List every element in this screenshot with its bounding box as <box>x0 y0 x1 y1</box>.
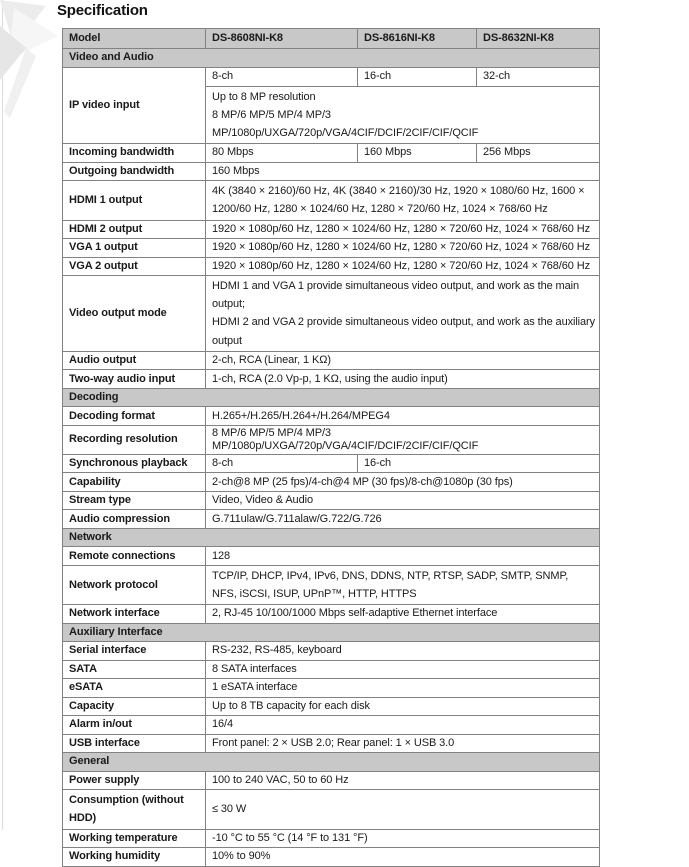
table-row-synchronous-playback <box>63 454 600 473</box>
table-row-incoming-bandwidth <box>63 144 600 163</box>
value-line: HDMI 2 and VGA 2 provide simultaneous video output, and work as the auxiliary output <box>212 316 596 347</box>
table-row-hdmi1-output <box>63 181 600 220</box>
row-label: Two-way audio input <box>63 370 206 389</box>
value-line: Up to 8 MP resolution <box>212 90 316 103</box>
table-row-video-output-mode <box>63 276 600 352</box>
value-cell: 1920 × 1080p/60 Hz, 1280 × 1024/60 Hz, 1280 × 720/60 Hz, 1024 × 768/60 Hz <box>206 220 600 239</box>
table-row-vga2-output <box>63 257 600 276</box>
table-row-alarm-in-out <box>63 716 600 735</box>
section-row-decoding <box>63 388 600 407</box>
section-title: Network <box>63 528 600 547</box>
row-label: Remote connections <box>63 547 206 566</box>
value-cell: 2, RJ-45 10/100/1000 Mbps self-adaptive Ethernet interface <box>206 605 600 624</box>
value-cell: 10% to 90% <box>206 848 600 867</box>
value-cell: Up to 8 TB capacity for each disk <box>206 697 600 716</box>
value-cell: 1-ch, RCA (2.0 Vp-p, 1 KΩ, using the audio input) <box>206 370 600 389</box>
row-label: Incoming bandwidth <box>63 144 206 163</box>
section-row-auxiliary-interface <box>63 623 600 642</box>
page-title: Specification <box>57 2 148 19</box>
value-line: TCP/IP, DHCP, IPv4, IPv6, DNS, DDNS, NTP, RTSP, SADP, SMTP, SNMP, NFS, iSCSI, ISUP, UPnP™, HTTP, HTTPS <box>212 569 569 601</box>
value-line: 8 MP/6 MP/5 MP/4 MP/3 MP/1080p/UXGA/720p/VGA/4CIF/DCIF/2CIF/CIF/QCIF <box>212 108 479 139</box>
header-model-3: DS-8632NI-K8 <box>477 29 600 49</box>
value-cell: 2-ch, RCA (Linear, 1 KΩ) <box>206 351 600 370</box>
table-row-working-humidity <box>63 848 600 867</box>
table-row-hdmi2-output <box>63 220 600 239</box>
table-row-capability <box>63 473 600 492</box>
value-line: HDMI 1 and VGA 1 provide simultaneous video output, and work as the main output; <box>212 280 580 311</box>
table-row-consumption <box>63 790 600 829</box>
row-label: SATA <box>63 660 206 679</box>
row-label: HDMI 1 output <box>63 181 206 220</box>
value-cell <box>206 276 600 352</box>
row-label: Network protocol <box>63 565 206 604</box>
value-cell: ≤ 30 W <box>206 790 600 829</box>
row-label: IP video input <box>63 67 206 144</box>
row-label: Alarm in/out <box>63 716 206 735</box>
section-row-general <box>63 753 600 772</box>
table-row-capacity <box>63 697 600 716</box>
value-cell: H.265+/H.265/H.264+/H.264/MPEG4 <box>206 407 600 426</box>
header-model-2: DS-8616NI-K8 <box>358 29 477 49</box>
table-row-sata <box>63 660 600 679</box>
value-cell: -10 °C to 55 °C (14 °F to 131 °F) <box>206 829 600 848</box>
table-row-network-interface <box>63 605 600 624</box>
row-label: Network interface <box>63 605 206 624</box>
value-cell: 16/4 <box>206 716 600 735</box>
table-row-audio-output <box>63 351 600 370</box>
value-cell: 1 eSATA interface <box>206 679 600 698</box>
row-label: Capacity <box>63 697 206 716</box>
row-label: Video output mode <box>63 276 206 352</box>
row-label-text: Consumption (without HDD) <box>69 794 184 825</box>
table-row-network-protocol <box>63 565 600 604</box>
value-cell: 32-ch <box>477 67 600 86</box>
value-line: 4K (3840 × 2160)/60 Hz, 4K (3840 × 2160)/30 Hz, 1920 × 1080/60 Hz, 1600 × 1200/60 Hz, 1280 × 1024/60 Hz, 1280 × 720/60 Hz, 1024 × 768/60 Hz <box>212 185 585 216</box>
row-label: Decoding format <box>63 407 206 426</box>
specification-table <box>62 28 600 867</box>
value-cell <box>206 86 600 144</box>
section-title: Auxiliary Interface <box>63 623 600 642</box>
value-cell: 128 <box>206 547 600 566</box>
header-model-1: DS-8608NI-K8 <box>206 29 358 49</box>
row-label: Synchronous playback <box>63 454 206 473</box>
section-title: General <box>63 753 600 772</box>
table-header-row <box>63 29 600 49</box>
value-cell: RS-232, RS-485, keyboard <box>206 642 600 661</box>
value-cell: 1920 × 1080p/60 Hz, 1280 × 1024/60 Hz, 1280 × 720/60 Hz, 1024 × 768/60 Hz <box>206 257 600 276</box>
row-label: Stream type <box>63 491 206 510</box>
table-row-power-supply <box>63 771 600 790</box>
table-row-usb-interface <box>63 734 600 753</box>
header-model-label: Model <box>63 29 206 49</box>
table-row-working-temperature <box>63 829 600 848</box>
table-row-esata <box>63 679 600 698</box>
row-label: Power supply <box>63 771 206 790</box>
value-cell: 80 Mbps <box>206 144 358 163</box>
table-row-ip-video-input-channels <box>63 67 600 86</box>
table-row-outgoing-bandwidth <box>63 162 600 181</box>
value-cell: 8 SATA interfaces <box>206 660 600 679</box>
value-cell <box>206 181 600 220</box>
section-title: Video and Audio <box>63 49 600 68</box>
row-label: USB interface <box>63 734 206 753</box>
row-label: Serial interface <box>63 642 206 661</box>
row-label <box>63 790 206 829</box>
value-cell: 160 Mbps <box>206 162 600 181</box>
row-label: Working temperature <box>63 829 206 848</box>
table-row-two-way-audio-input <box>63 370 600 389</box>
section-title: Decoding <box>63 388 600 407</box>
value-cell: 16-ch <box>358 67 477 86</box>
table-row-stream-type <box>63 491 600 510</box>
row-label: HDMI 2 output <box>63 220 206 239</box>
value-cell: 1920 × 1080p/60 Hz, 1280 × 1024/60 Hz, 1280 × 720/60 Hz, 1024 × 768/60 Hz <box>206 239 600 258</box>
row-label: Audio compression <box>63 510 206 529</box>
value-cell: Front panel: 2 × USB 2.0; Rear panel: 1 × USB 3.0 <box>206 734 600 753</box>
value-cell: Video, Video & Audio <box>206 491 600 510</box>
value-cell: G.711ulaw/G.711alaw/G.722/G.726 <box>206 510 600 529</box>
row-label: Recording resolution <box>63 425 206 454</box>
row-label: Audio output <box>63 351 206 370</box>
table-row-vga1-output <box>63 239 600 258</box>
section-row-network <box>63 528 600 547</box>
value-cell: 160 Mbps <box>358 144 477 163</box>
table-row-recording-resolution <box>63 425 600 454</box>
value-cell: 256 Mbps <box>477 144 600 163</box>
row-label: VGA 2 output <box>63 257 206 276</box>
row-label: eSATA <box>63 679 206 698</box>
table-row-audio-compression <box>63 510 600 529</box>
table-row-decoding-format <box>63 407 600 426</box>
value-cell: 100 to 240 VAC, 50 to 60 Hz <box>206 771 600 790</box>
row-label: Capability <box>63 473 206 492</box>
row-label: Outgoing bandwidth <box>63 162 206 181</box>
row-label: Working humidity <box>63 848 206 867</box>
value-cell: 8-ch <box>206 67 358 86</box>
table-row-serial-interface <box>63 642 600 661</box>
value-cell: 8 MP/6 MP/5 MP/4 MP/3 MP/1080p/UXGA/720p/VGA/4CIF/DCIF/2CIF/CIF/QCIF <box>206 425 600 454</box>
row-label: VGA 1 output <box>63 239 206 258</box>
value-cell: 2-ch@8 MP (25 fps)/4-ch@4 MP (30 fps)/8-ch@1080p (30 fps) <box>206 473 600 492</box>
value-cell: 8-ch <box>206 454 358 473</box>
section-row-video-audio <box>63 49 600 68</box>
value-cell: 16-ch <box>358 454 600 473</box>
value-cell <box>206 565 600 604</box>
table-row-remote-connections <box>63 547 600 566</box>
